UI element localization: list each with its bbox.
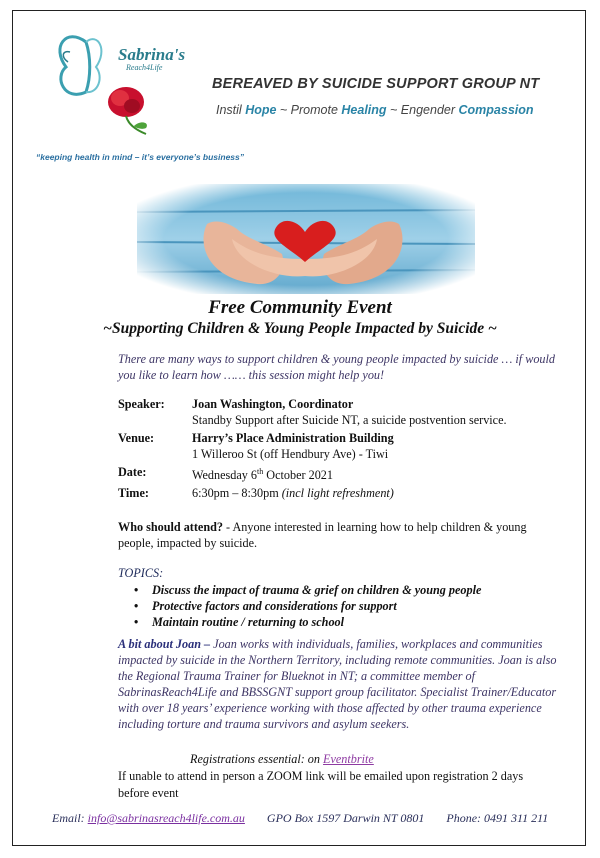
tagline-compassion: Compassion: [458, 103, 534, 117]
tagline-part: ~ Engender: [386, 103, 459, 117]
about-joan: [118, 636, 570, 732]
motto: “keeping health in mind – it’s everyone’s business”: [36, 152, 245, 162]
logo-subname: Reach4Life: [126, 63, 163, 72]
logo-wordmark: [118, 46, 185, 72]
topics-section: [118, 566, 568, 630]
topics-heading: TOPICS:: [118, 566, 164, 580]
venue-address: 1 Willeroo St (off Hendbury Ave) - Tiwi: [192, 447, 389, 461]
date-row: [118, 464, 578, 483]
speaker-name: Joan Washington, Coordinator: [192, 397, 354, 411]
speaker-org: Standby Support after Suicide NT, a suicide postvention service.: [192, 413, 507, 427]
tagline: [216, 103, 534, 117]
email-link[interactable]: info@sabrinasreach4life.com.au: [87, 811, 245, 825]
speaker-row: [118, 396, 578, 428]
date-day: Wednesday 6: [192, 468, 258, 483]
time-note: (incl light refreshment): [281, 486, 394, 501]
date-value: [192, 464, 562, 483]
hands-heart-image: [137, 184, 475, 294]
who-should-attend: [118, 519, 548, 551]
list-item: • Discuss the impact of trauma & grief on children & young people: [152, 582, 568, 598]
list-item: • Protective factors and considerations for support: [152, 598, 568, 614]
event-details: [118, 396, 578, 503]
eventbrite-link[interactable]: Eventbrite: [323, 752, 374, 766]
time-label: Time:: [118, 486, 149, 501]
event-intro: There are many ways to support children & young people impacted by suicide … if would you like to learn how …… this session might help you!: [118, 352, 555, 382]
date-label: Date:: [118, 465, 147, 479]
date-month-year: October 2021: [263, 468, 333, 483]
about-body: Joan works with individuals, families, workplaces and communities impacted by suicide in the Northern Territory, including remote communities. Joan is also the Regional Trauma Trainer for Blueknot in NT; a committee member of SabrinasReach4Life and BBSSGNT support group facilitator. Specialist Trainer/Educator with over 18 years’ experience working with those affected by other trauma experience including torture and trauma survivors and asylum seekers.: [118, 637, 557, 731]
email-label: Email:: [52, 811, 88, 825]
tagline-part: ~ Promote: [276, 103, 342, 117]
event-subtitle: ~Supporting Children & Young People Impacted by Suicide ~: [103, 320, 497, 337]
attend-answer: - Anyone interested in learning how to help children & young people, impacted by suicide.: [118, 520, 527, 550]
date-suffix: th: [257, 467, 264, 476]
footer: [52, 811, 572, 826]
time-value: [192, 485, 562, 501]
venue-label: Venue:: [118, 431, 155, 445]
footer-email: [52, 811, 245, 826]
registration-text: Registrations essential: on: [190, 752, 324, 766]
attend-question: Who should attend?: [118, 520, 223, 534]
time-row: [118, 485, 578, 501]
registration-line: [190, 752, 374, 767]
logo-name: Sabrina's: [118, 45, 186, 64]
about-heading: A bit about Joan –: [118, 637, 211, 651]
footer-phone: Phone: 0491 311 211: [446, 811, 549, 825]
event-title: Free Community Event: [208, 297, 392, 318]
page-heading: BEREAVED BY SUICIDE SUPPORT GROUP NT: [212, 76, 540, 92]
topics-list: [118, 582, 568, 630]
list-item: • Maintain routine / returning to school: [152, 614, 568, 630]
time-range: 6:30pm – 8:30pm: [192, 486, 279, 501]
butterfly-rose-logo: [46, 22, 196, 140]
speaker-label: Speaker:: [118, 397, 165, 411]
tagline-hope: Hope: [245, 103, 277, 117]
tagline-healing: Healing: [341, 103, 387, 117]
footer-po-box: GPO Box 1597 Darwin NT 0801: [266, 811, 425, 825]
venue-name: Harry’s Place Administration Building: [192, 431, 394, 445]
zoom-note: If unable to attend in person a ZOOM link will be emailed upon registration 2 days before event: [118, 769, 524, 800]
venue-row: [118, 430, 578, 462]
tagline-part: Instil: [216, 103, 246, 117]
